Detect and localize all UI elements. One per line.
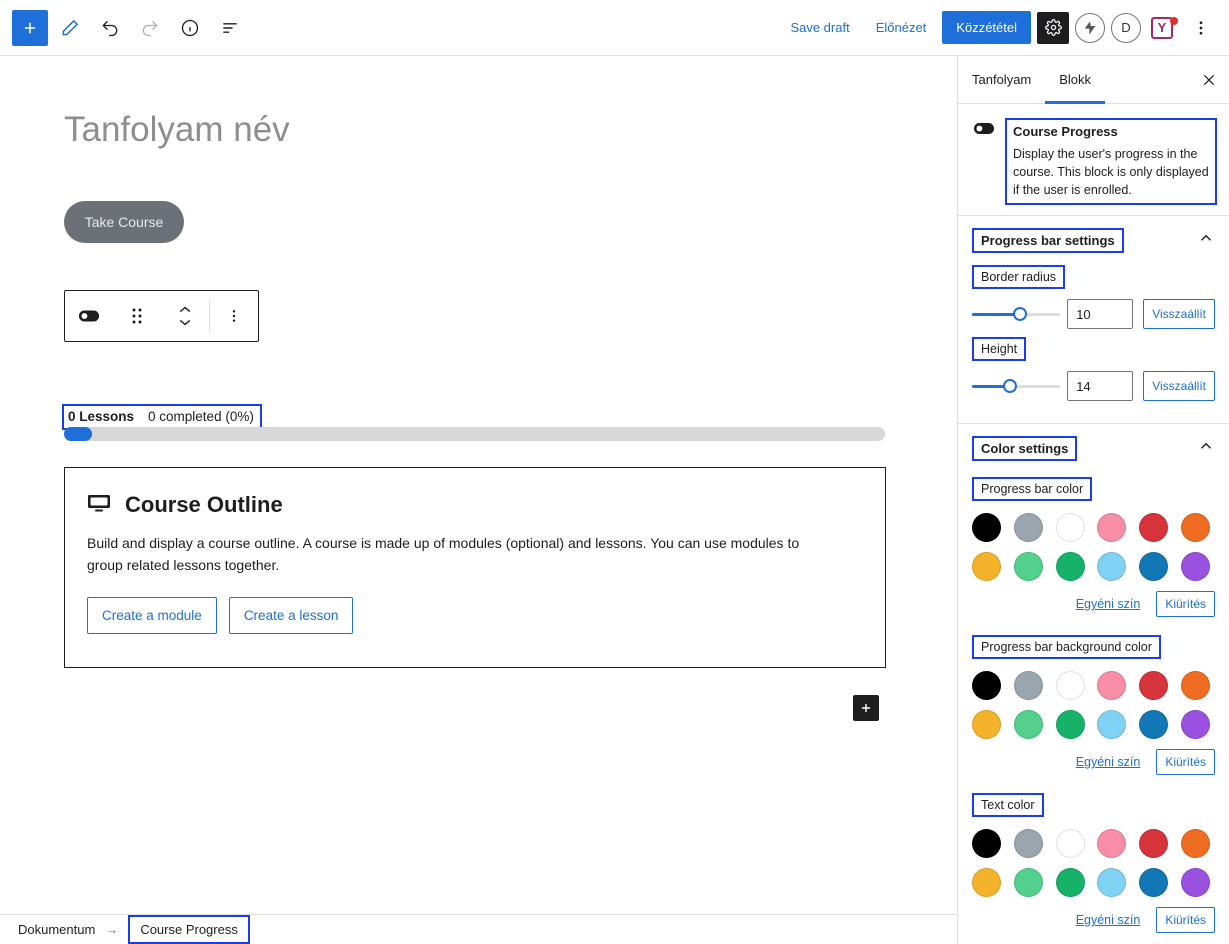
swatch-lightblue[interactable] <box>1097 710 1126 739</box>
swatch-black[interactable] <box>972 829 1001 858</box>
progress-bar-color-actions <box>958 581 1229 631</box>
jetpack-icon[interactable] <box>1075 13 1105 43</box>
block-toolbar <box>64 290 259 342</box>
swatch-lightblue[interactable] <box>1097 552 1126 581</box>
progress-bar-color-swatches <box>958 513 1229 581</box>
swatch-blue[interactable] <box>1139 710 1168 739</box>
swatch-orange[interactable] <box>1181 829 1210 858</box>
progress-bar-background-color-swatches <box>958 671 1229 739</box>
slider-thumb[interactable] <box>1013 307 1027 321</box>
swatch-gray[interactable] <box>1014 829 1043 858</box>
border-radius-input[interactable] <box>1067 299 1133 329</box>
swatch-yellow[interactable] <box>972 552 1001 581</box>
swatch-pink[interactable] <box>1097 671 1126 700</box>
custom-color-link[interactable]: Egyéni szín <box>1070 754 1147 770</box>
swatch-mint[interactable] <box>1014 552 1043 581</box>
swatch-gray[interactable] <box>1014 513 1043 542</box>
edit-tool-button[interactable] <box>52 10 88 46</box>
swatch-lightblue[interactable] <box>1097 868 1126 897</box>
swatch-yellow[interactable] <box>972 868 1001 897</box>
swatch-pink[interactable] <box>1097 829 1126 858</box>
custom-color-link[interactable]: Egyéni szín <box>1070 596 1147 612</box>
custom-color-link[interactable]: Egyéni szín <box>1070 912 1147 928</box>
sidebar-tabs <box>958 56 1229 104</box>
course-outline-icon <box>87 493 111 518</box>
completed-count: 0 completed (0%) <box>148 409 254 424</box>
swatch-orange[interactable] <box>1181 671 1210 700</box>
close-icon[interactable] <box>1197 68 1221 92</box>
details-info-button[interactable] <box>172 10 208 46</box>
block-title: Course Progress <box>1013 124 1118 139</box>
chevron-down-icon <box>177 317 193 327</box>
height-input[interactable] <box>1067 371 1133 401</box>
panel-title: Progress bar settings <box>972 228 1124 253</box>
border-radius-controls <box>972 299 1215 329</box>
course-outline-actions <box>65 577 885 634</box>
swatch-red[interactable] <box>1139 829 1168 858</box>
panel-color-settings-header[interactable] <box>958 424 1229 473</box>
swatch-white[interactable] <box>1056 829 1085 858</box>
editor-canvas <box>0 56 957 914</box>
swatch-red[interactable] <box>1139 671 1168 700</box>
settings-gear-button[interactable] <box>1037 12 1069 44</box>
create-module-button[interactable]: Create a module <box>87 597 217 634</box>
more-options-button[interactable] <box>1183 10 1219 46</box>
text-color-actions <box>958 897 1229 944</box>
chevron-up-icon[interactable] <box>1197 229 1215 252</box>
swatch-mint[interactable] <box>1014 868 1043 897</box>
lessons-count: 0 Lessons <box>68 409 135 424</box>
height-slider[interactable] <box>972 377 1057 395</box>
move-block-buttons[interactable] <box>161 291 209 341</box>
field-border-radius <box>958 265 1229 337</box>
add-block-button[interactable] <box>12 10 48 46</box>
toolbar-left-group <box>0 10 248 46</box>
swatch-black[interactable] <box>972 671 1001 700</box>
swatch-orange[interactable] <box>1181 513 1210 542</box>
swatch-purple[interactable] <box>1181 710 1210 739</box>
height-label: Height <box>972 337 1026 361</box>
save-draft-button[interactable]: Save draft <box>780 14 859 41</box>
progress-bar-fill <box>64 427 92 441</box>
block-info-box <box>1005 118 1217 205</box>
breadcrumb-arrow: → <box>105 922 119 937</box>
course-progress-icon <box>972 118 995 205</box>
panel-color-settings <box>958 423 1229 944</box>
swatch-purple[interactable] <box>1181 868 1210 897</box>
tab-blokk[interactable]: Blokk <box>1045 56 1105 104</box>
swatch-green[interactable] <box>1056 868 1085 897</box>
progress-bar-track[interactable] <box>64 427 885 441</box>
create-lesson-button[interactable]: Create a lesson <box>229 597 354 634</box>
panel-progress-bar-settings-header[interactable] <box>958 216 1229 265</box>
settings-sidebar <box>957 56 1229 944</box>
course-outline-header <box>65 468 885 518</box>
top-toolbar <box>0 0 1229 56</box>
panel-progress-bar-settings <box>958 215 1229 423</box>
swatch-black[interactable] <box>972 513 1001 542</box>
swatch-yellow[interactable] <box>972 710 1001 739</box>
block-description: Display the user's progress in the course. This block is only displayed if the user is enrolled. <box>1013 147 1209 198</box>
height-reset-button[interactable]: Visszaállít <box>1143 371 1215 401</box>
progress-bar-color-label: Progress bar color <box>972 477 1092 501</box>
yoast-seo-icon[interactable] <box>1147 14 1177 42</box>
publish-button[interactable]: Közzététel <box>942 11 1031 44</box>
swatch-mint[interactable] <box>1014 710 1043 739</box>
chevron-up-icon <box>177 305 193 315</box>
swatch-pink[interactable] <box>1097 513 1126 542</box>
clear-color-button[interactable]: Kiürítés <box>1156 907 1215 933</box>
swatch-green[interactable] <box>1056 710 1085 739</box>
undo-button[interactable] <box>92 10 128 46</box>
swatch-white[interactable] <box>1056 671 1085 700</box>
breadcrumb-root[interactable]: Dokumentum <box>18 922 96 937</box>
redo-button[interactable] <box>132 10 168 46</box>
swatch-blue[interactable] <box>1139 552 1168 581</box>
list-view-button[interactable] <box>212 10 248 46</box>
text-color-label: Text color <box>972 793 1044 817</box>
drag-handle-icon[interactable] <box>113 291 161 341</box>
preview-button[interactable]: Előnézet <box>866 14 937 41</box>
yoast-letter: Y <box>1151 17 1173 39</box>
slider-thumb[interactable] <box>1003 379 1017 393</box>
clear-color-button[interactable]: Kiürítés <box>1156 591 1215 617</box>
swatch-red[interactable] <box>1139 513 1168 542</box>
yoast-notification-dot <box>1170 17 1178 25</box>
height-controls <box>972 371 1215 401</box>
avatar[interactable]: D <box>1111 13 1141 43</box>
border-radius-reset-button[interactable]: Visszaállít <box>1143 299 1215 329</box>
course-outline-description: Build and display a course outline. A course is made up of modules (optional) and lessons. You can use modules to group related lessons together. <box>87 535 800 574</box>
tab-tanfolyam[interactable]: Tanfolyam <box>972 72 1032 87</box>
page-title[interactable]: Tanfolyam név <box>64 110 290 149</box>
clear-color-button[interactable]: Kiürítés <box>1156 749 1215 775</box>
course-outline-block[interactable] <box>64 467 886 668</box>
swatch-blue[interactable] <box>1139 868 1168 897</box>
chevron-up-icon[interactable] <box>1197 437 1215 460</box>
border-radius-slider[interactable] <box>972 305 1057 323</box>
field-height <box>958 337 1229 409</box>
swatch-gray[interactable] <box>1014 671 1043 700</box>
block-options-icon[interactable] <box>210 291 258 341</box>
swatch-purple[interactable] <box>1181 552 1210 581</box>
progress-bar-background-color-label: Progress bar background color <box>972 635 1161 659</box>
border-radius-label: Border radius <box>972 265 1065 289</box>
swatch-white[interactable] <box>1056 513 1085 542</box>
swatch-green[interactable] <box>1056 552 1085 581</box>
toolbar-right-group <box>780 10 1229 46</box>
progress-bar-background-color-actions <box>958 739 1229 789</box>
breadcrumb <box>0 914 957 944</box>
breadcrumb-current[interactable]: Course Progress <box>128 915 250 944</box>
block-summary-card <box>958 104 1229 215</box>
text-color-swatches <box>958 829 1229 897</box>
course-progress-icon[interactable] <box>65 291 113 341</box>
take-course-button[interactable]: Take Course <box>64 201 184 243</box>
panel-title: Color settings <box>972 436 1077 461</box>
add-block-inline-button[interactable] <box>853 695 879 721</box>
course-outline-title: Course Outline <box>125 492 283 517</box>
